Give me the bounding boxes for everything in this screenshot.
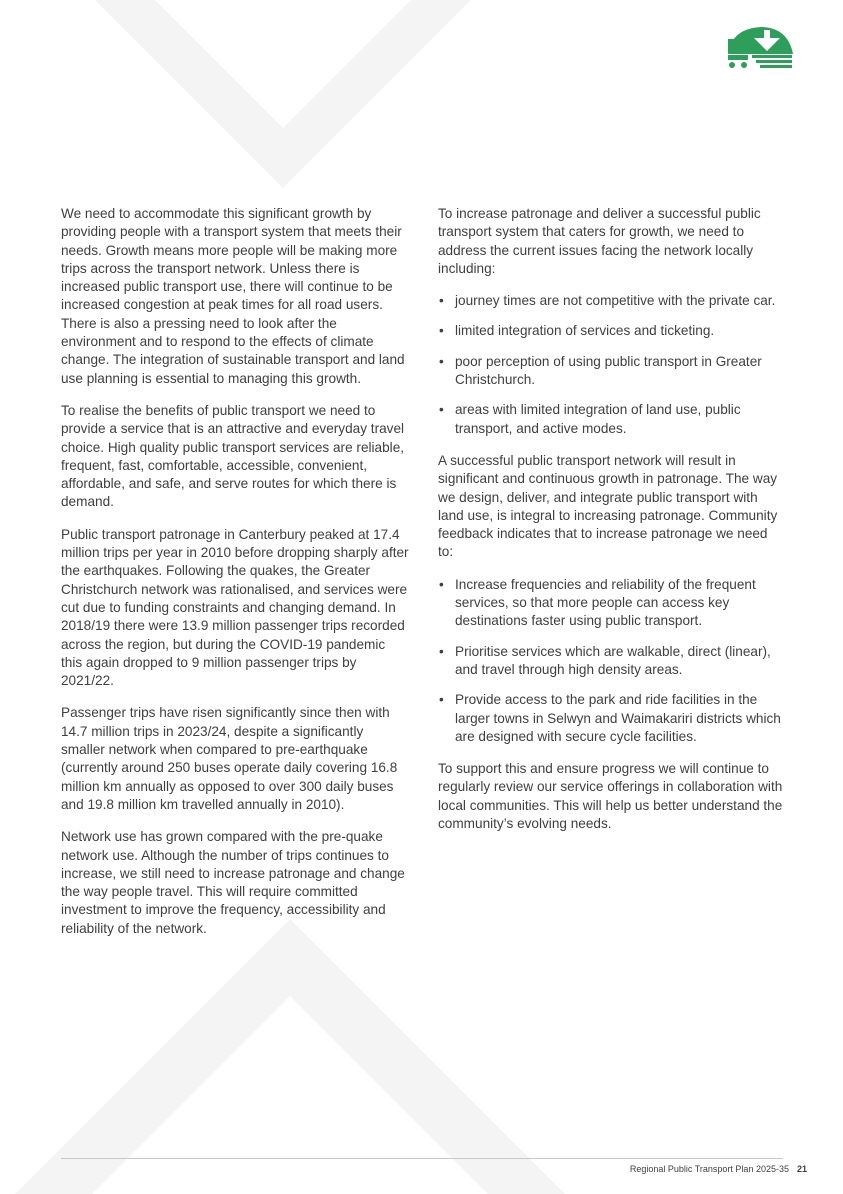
body-paragraph: Public transport patronage in Canterbury peaked at 17.4 million trips per year in 2010 before dropping sharply after the earthquakes. Following the quakes, the Greater Christchurch network was rationalised, and services were cut due to funding constraints and changing demand. In 2018/19 there were 13.9 million passenger trips recorded across the region, but during the COVID-19 pandemic this again dropped to 9 million passenger trips by 2021/22. (61, 526, 409, 689)
bullet-icon: • (439, 576, 444, 592)
bullet-icon: • (439, 692, 444, 708)
intro-paragraph: To increase patronage and deliver a successful public transport system that caters for growth, we need to address the current issues facing the network locally including: (438, 206, 761, 276)
bullet-icon: • (439, 643, 444, 659)
issues-list (438, 292, 783, 438)
list-item: • journey times are not competitive with the private car. (438, 292, 783, 310)
body-paragraph: To realise the benefits of public transport we need to provide a service that is an attractive and everyday travel choice. High quality public transport services are reliable, frequent, fast, comfortable, accessible, convenient, affordable, and safe, and serve routes for which there is demand. (61, 402, 405, 510)
closing-paragraph: To support this and ensure progress we will continue to regularly review our service offerings in collaboration with local communities. This will help us better understand the community’s evolving needs. (438, 761, 783, 832)
body-paragraph: A successful public transport network will result in significant and continuous growth in patronage. The way we design, deliver, and integrate public transport with land use, is integral to increasing patronage. Community feedback indicates that to increase patronage we need to: (438, 452, 778, 560)
list-item: • Prioritise services which are walkable, direct (linear), and travel through high density areas. (439, 643, 771, 677)
list-item: • areas with limited integration of land use, public transport, and active modes. (439, 402, 741, 436)
bullet-icon: • (439, 353, 444, 369)
list-item: • limited integration of services and ticketing. (438, 322, 783, 340)
bullet-icon: • (439, 293, 444, 309)
bullet-icon: • (439, 323, 444, 339)
body-paragraph: Network use has grown compared with the pre-quake network use. Although the number of trips continues to increase, we still need to increase patronage and change the way people travel. This will require committed investment to improve the frequency, accessibility and reliability of the network. (61, 829, 405, 936)
page-footer (630, 1164, 807, 1174)
list-item: • Increase frequencies and reliability of the frequent services, so that more people can access key destinations faster using public transport. (439, 576, 756, 629)
footer-document-title: Regional Public Transport Plan 2025-35 (629, 1164, 789, 1174)
left-column (61, 205, 409, 952)
list-item: • poor perception of using public transport in Greater Christchurch. (439, 353, 762, 388)
footer-divider (61, 1158, 783, 1159)
body-paragraph: Passenger trips have risen significantly since then with 14.7 million trips in 2023/24, despite a significantly smaller network when compared to pre-earthquake (currently around 250 buses operate daily covering 16.8 million km annually as opposed to over 300 daily buses and 19.8 million km travelled annually in 2010). (61, 705, 398, 812)
bus-and-arrow-logo-icon (724, 24, 796, 70)
bullet-icon: • (439, 402, 444, 418)
body-paragraph: We need to accommodate this significant growth by providing people with a transport system that meets their needs. Growth means more people will be making more trips across the transport network. Unless there is increased public transport use, there will continue to be increased congestion at peak times for all road users. There is also a pressing need to look after the environment and to respond to the effects of climate change. The integration of sustainable transport and land use planning is essential to managing this growth. (61, 206, 405, 386)
list-item: • Provide access to the park and ride facilities in the larger towns in Selwyn and Waimakariri districts which are designed with secure cycle facilities. (439, 692, 781, 744)
needs-list (438, 576, 783, 746)
right-column (438, 205, 783, 847)
page-number: 21 (796, 1164, 807, 1174)
